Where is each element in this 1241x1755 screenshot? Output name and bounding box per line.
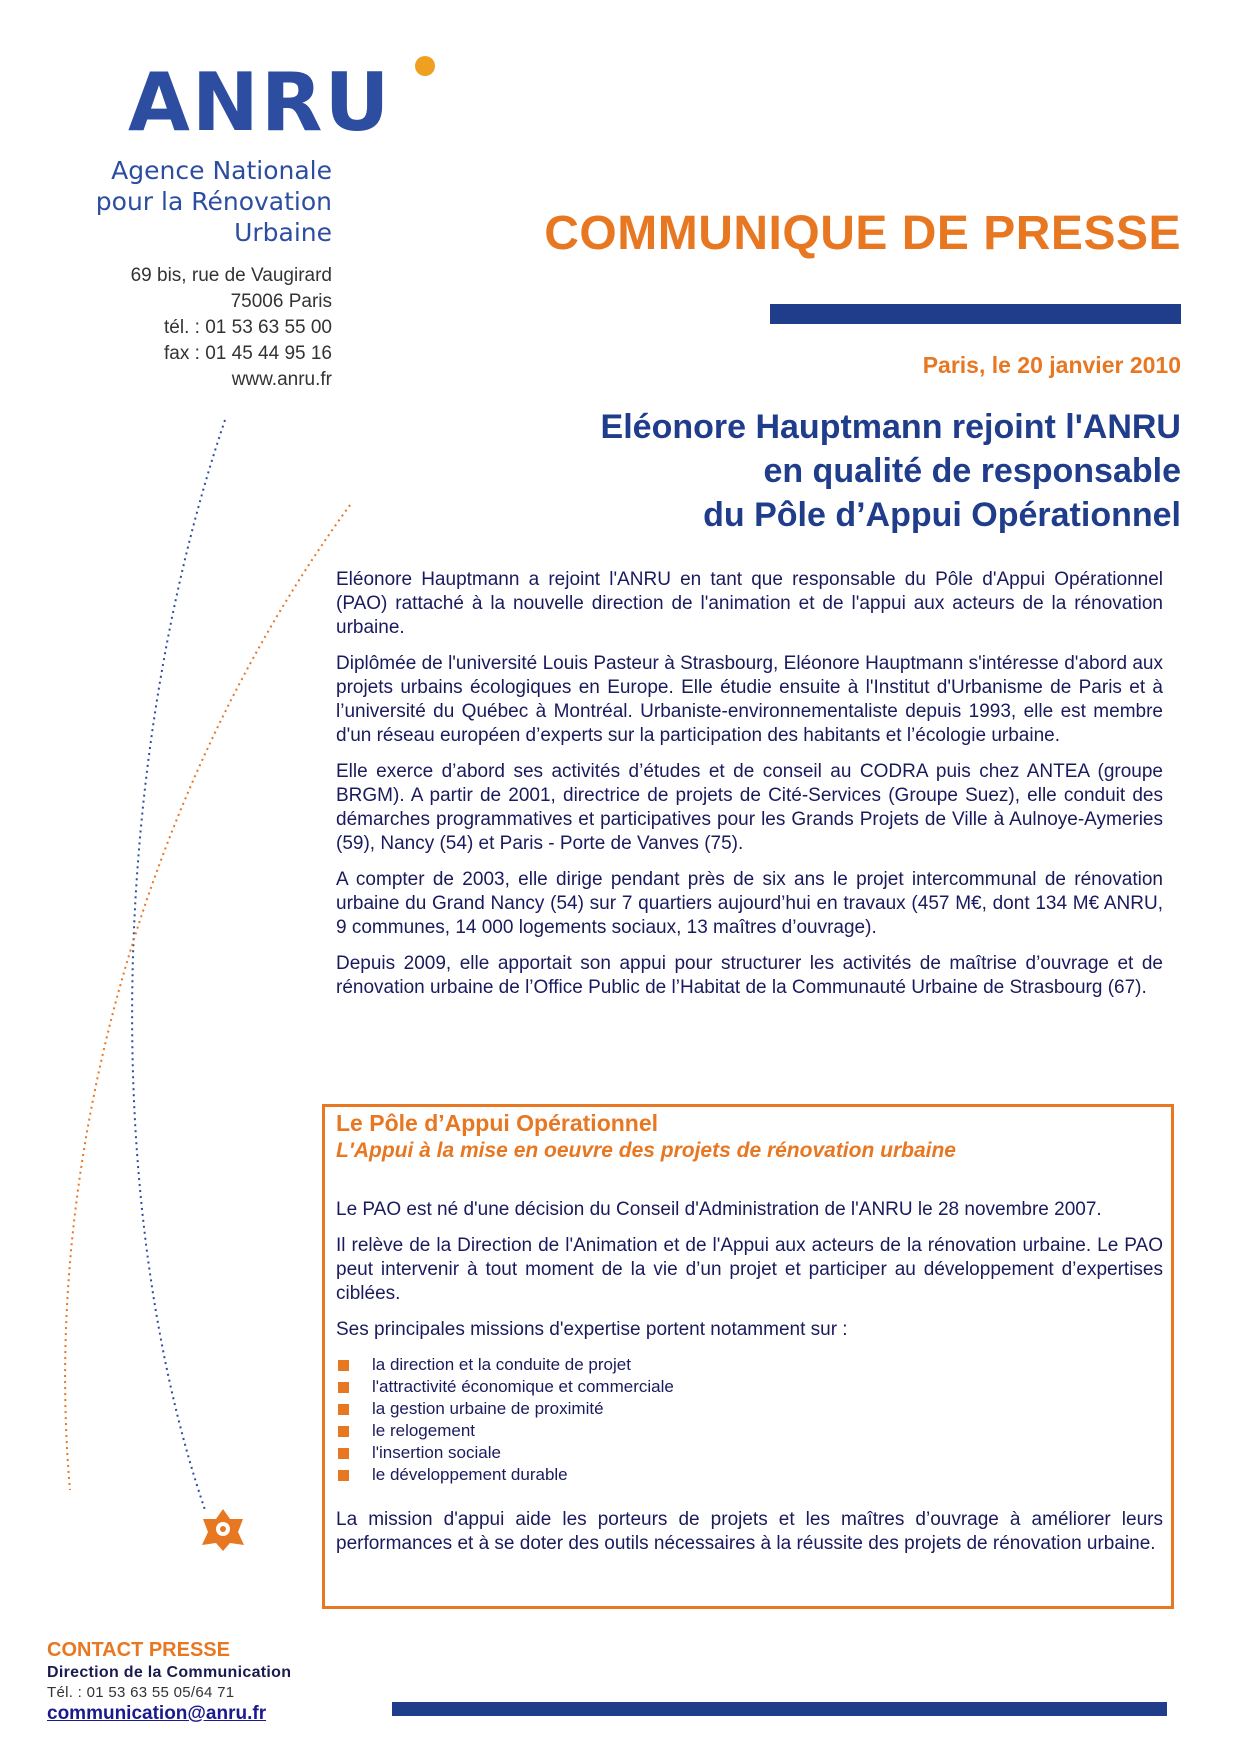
address-city: 75006 Paris [230,291,332,312]
box-paragraph: Il relève de la Direction de l'Animation et de l'Appui aux acteurs de la rénovation urbaine. Le PAO peut intervenir à tout moment de la vie d’un projet et participer au développement d’expertises ciblées. [336,1235,1163,1304]
body-paragraph: Elle exerce d’abord ses activités d’études et de conseil au CODRA puis chez ANTEA (groupe BRGM). A partir de 2001, directrice de projets de Cité-Services (Groupe Suez), elle conduit des démarches programmatives et participatives pour les Grands Projets de Ville à Aulnoye-Aymeries (59), Nancy (54) et Paris - Porte de Vanves (75). [336,761,1163,854]
address-block [60,263,332,393]
box-title: Le Pôle d’Appui Opérationnel [336,1110,659,1136]
page-title: COMMUNIQUE DE PRESSE [544,207,1181,260]
box-paragraph: Le PAO est né d'une décision du Conseil d'Administration de l'ANRU le 28 novembre 2007. [336,1199,1102,1220]
list-item: le relogement [336,1420,1163,1442]
body-paragraph: Depuis 2009, elle apportait son appui pour structurer les activités de maîtrise d’ouvrage et de rénovation urbaine de l’Office Public de l’Habitat de la Communauté Urbaine de Strasbourg (67). [336,953,1163,998]
contact-department: Direction de la Communication [47,1664,292,1681]
contact-phone: Tél. : 01 53 63 55 05/64 71 [47,1684,235,1701]
address-web[interactable]: www.anru.fr [231,369,332,390]
headline-line: Eléonore Hauptmann rejoint l'ANRU [600,408,1181,446]
headline-line: en qualité de responsable [763,452,1181,490]
header-divider-bar [770,304,1181,324]
headline [420,405,1181,537]
blue-dotted-curve [132,420,225,1510]
body-paragraph: A compter de 2003, elle dirige pendant près de six ans le projet intercommunal de rénovation urbaine du Grand Nancy (54) sur 7 quartiers aujourd’hui en travaux (457 M€, dont 134 M€ ANRU, 9 communes, 14 000 logements sociaux, 13 maîtres d’ouvrage). [336,869,1163,938]
list-item: l'insertion sociale [336,1442,1163,1464]
body-text [336,568,1163,1012]
list-item: le développement durable [336,1464,1163,1486]
contact-email-link[interactable]: communication@anru.fr [47,1703,267,1724]
press-date: Paris, le 20 janvier 2010 [922,352,1181,378]
logo-dot [415,56,435,76]
address-fax: fax : 01 45 44 95 16 [164,343,332,364]
contact-title: CONTACT PRESSE [47,1639,230,1661]
anru-logo-icon [128,52,458,162]
box-subtitle: L'Appui à la mise en oeuvre des projets de rénovation urbaine [336,1139,956,1162]
box-paragraph: La mission d'appui aide les porteurs de projets et les maîtres d’ouvrage à améliorer leurs performances et à se doter des outils nécessaires à la réussite des projets de rénovation urbaine. [336,1509,1163,1554]
box-body [336,1198,1163,1568]
body-paragraph: Diplômée de l'université Louis Pasteur à Strasbourg, Eléonore Hauptmann s'intéresse d'abord aux projets urbains écologiques en Europe. Elle étudie ensuite à l'Institut d'Urbanisme de Paris et à l’université du Québec à Montréal. Urbaniste-environnementaliste depuis 1993, elle est membre d'un réseau européen d’experts sur la participation des habitants et l’écologie urbaine. [336,653,1163,746]
headline-line: du Pôle d’Appui Opérationnel [703,496,1181,534]
address-tel: tél. : 01 53 63 55 00 [164,317,332,338]
missions-list [336,1354,1163,1486]
list-item: l'attractivité économique et commerciale [336,1376,1163,1398]
agency-line: Urbaine [234,218,332,247]
small-anru-logo-icon [200,1507,246,1553]
box-paragraph: Ses principales missions d'expertise portent notamment sur : [336,1319,848,1340]
list-item: la gestion urbaine de proximité [336,1398,1163,1420]
address-street: 69 bis, rue de Vaugirard [130,265,332,286]
body-paragraph: Eléonore Hauptmann a rejoint l'ANRU en tant que responsable du Pôle d'Appui Opérationnel (PAO) rattaché à la nouvelle direction de l'animation et de l'appui aux acteurs de la rénovation urbaine. [336,569,1163,638]
agency-line: Agence Nationale [111,156,332,185]
footer-divider-bar [392,1702,1167,1716]
agency-name [60,155,332,248]
orange-dotted-curve [65,505,350,1490]
logo-text: ANRU [128,56,392,149]
list-item: la direction et la conduite de projet [336,1354,1163,1376]
agency-line: pour la Rénovation [95,187,332,216]
